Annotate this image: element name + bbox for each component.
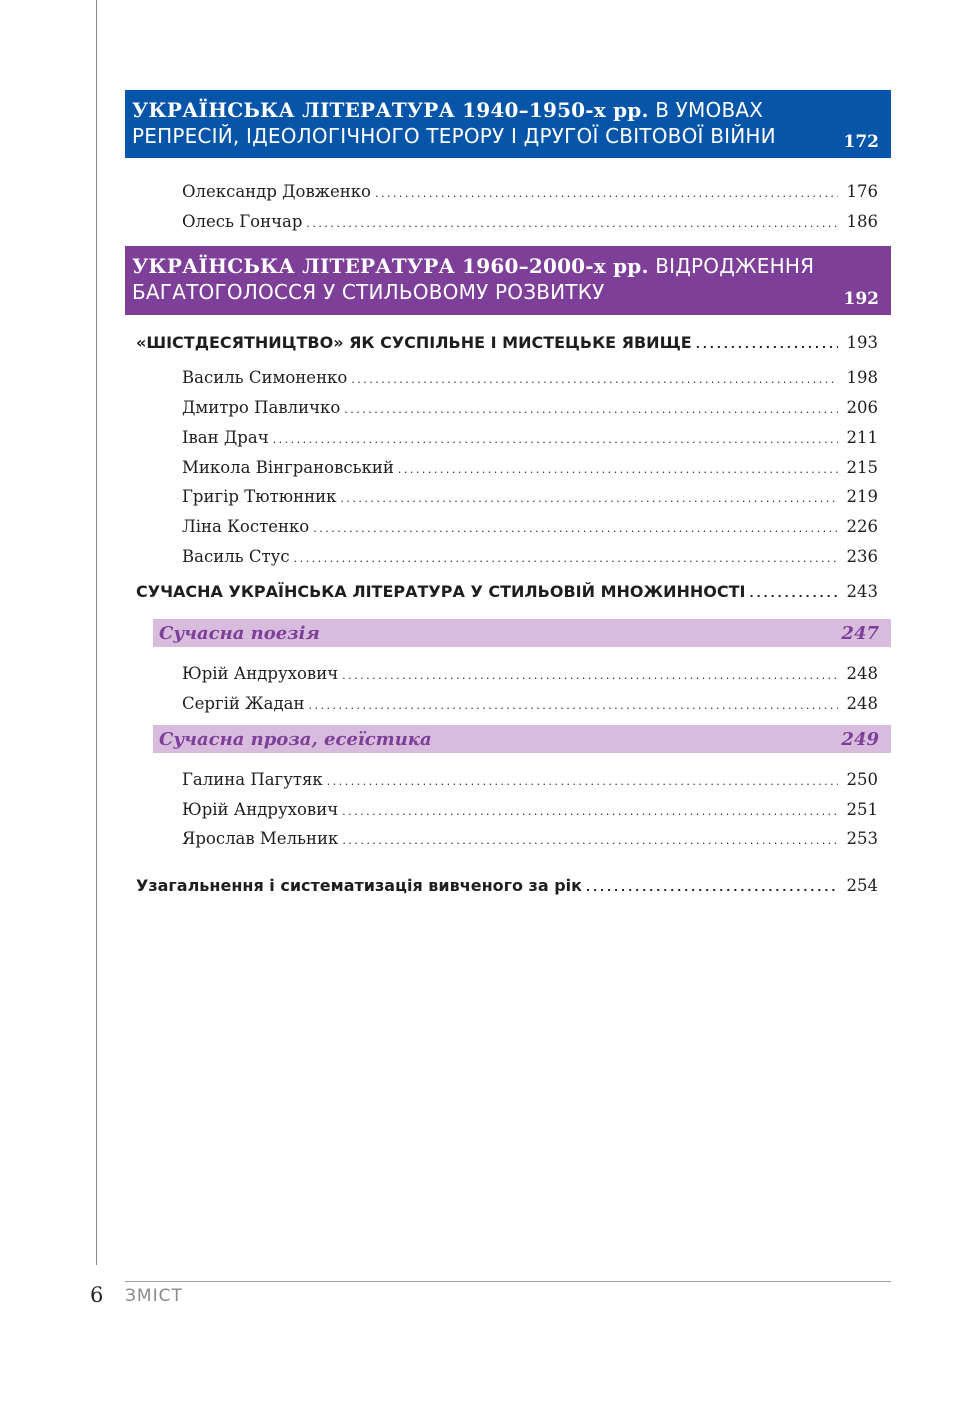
toc-entry[interactable] <box>182 181 878 205</box>
entry-page: 248 <box>846 664 878 683</box>
subsection-prose[interactable] <box>153 725 891 753</box>
toc-entry[interactable] <box>182 693 878 717</box>
leader-dots <box>313 516 838 540</box>
running-head: ЗМІСТ <box>125 1286 183 1306</box>
entry-title: Микола Вінграновський <box>182 458 394 477</box>
entry-page: 226 <box>846 517 878 536</box>
chapter-band-1960-2000[interactable] <box>125 246 891 315</box>
entry-page: 253 <box>846 829 878 848</box>
subsection-title: Сучасна поезія <box>159 622 320 644</box>
subsection-poetry[interactable] <box>153 619 891 647</box>
toc-entry[interactable] <box>182 486 878 510</box>
toc-entry[interactable] <box>182 546 878 570</box>
leader-dots <box>351 367 838 391</box>
leader-dots <box>273 427 838 451</box>
toc-entry[interactable] <box>182 769 878 793</box>
entry-page: 186 <box>846 212 878 231</box>
entry-page: 248 <box>846 694 878 713</box>
toc-entry[interactable] <box>182 828 878 852</box>
entry-page: 251 <box>846 800 878 819</box>
entry-page: 176 <box>846 182 878 201</box>
leader-dots <box>342 828 838 852</box>
leader-dots <box>398 457 838 481</box>
entry-title: Ліна Костенко <box>182 517 310 536</box>
section-title: СУЧАСНА УКРАЇНСЬКА ЛІТЕРАТУРА У СТИЛЬОВІЙ МНОЖИННОСТІ <box>136 582 746 601</box>
leader-dots <box>749 581 838 605</box>
chapter-title-line2: БАГАТОГОЛОССЯ У СТИЛЬОВОМУ РОЗВИТКУ <box>132 280 605 304</box>
toc-entry[interactable] <box>182 457 878 481</box>
chapter-title-rest: ВІДРОДЖЕННЯ <box>655 254 815 278</box>
leader-dots <box>306 211 838 235</box>
section-title: Узагальнення і систематизація вивченого за рік <box>136 876 583 895</box>
toc-section[interactable] <box>136 581 878 605</box>
chapter-page: 192 <box>843 289 879 309</box>
subsection-page: 249 <box>841 728 879 750</box>
leader-dots <box>696 332 838 356</box>
page-number: 6 <box>90 1283 104 1307</box>
entry-title: Юрій Андрухович <box>182 800 339 819</box>
entry-title: Олесь Гончар <box>182 212 303 231</box>
toc-entry[interactable] <box>182 427 878 451</box>
entry-page: 236 <box>846 547 878 566</box>
toc-entry[interactable] <box>182 516 878 540</box>
entry-title: Василь Стус <box>182 547 290 566</box>
leader-dots <box>342 663 838 687</box>
leader-dots <box>294 546 838 570</box>
chapter-title-bold: УКРАЇНСЬКА ЛІТЕРАТУРА 1940–1950-х рр. <box>132 98 649 122</box>
entry-title: Григір Тютюнник <box>182 487 337 506</box>
entry-title: Сергій Жадан <box>182 694 305 713</box>
chapter-title-line1 <box>132 97 881 123</box>
chapter-title-bold: УКРАЇНСЬКА ЛІТЕРАТУРА 1960–2000-х рр. <box>132 254 649 278</box>
entry-page: 215 <box>846 458 878 477</box>
entry-page: 211 <box>846 428 878 447</box>
chapter-title-line1 <box>132 253 881 279</box>
leader-dots <box>327 769 838 793</box>
leader-dots <box>375 181 838 205</box>
footer-rule <box>125 1281 891 1282</box>
entry-title: Юрій Андрухович <box>182 664 339 683</box>
section-page: 193 <box>846 333 878 352</box>
entry-page: 198 <box>846 368 878 387</box>
entry-title: Ярослав Мельник <box>182 829 339 848</box>
leader-dots <box>342 799 838 823</box>
leader-dots <box>344 397 838 421</box>
leader-dots <box>309 693 839 717</box>
subsection-page: 247 <box>841 622 879 644</box>
toc-entry[interactable] <box>182 663 878 687</box>
entry-page: 250 <box>846 770 878 789</box>
toc-entry[interactable] <box>182 367 878 391</box>
section-title: «ШІСТДЕСЯТНИЦТВО» ЯК СУСПІЛЬНЕ І МИСТЕЦЬКЕ ЯВИЩЕ <box>136 333 692 352</box>
margin-rule <box>96 0 97 1265</box>
entry-title: Галина Пагутяк <box>182 770 323 789</box>
entry-title: Василь Симоненко <box>182 368 348 387</box>
entry-title: Дмитро Павличко <box>182 398 341 417</box>
entry-title: Олександр Довженко <box>182 182 371 201</box>
chapter-page: 172 <box>843 132 879 152</box>
section-page: 243 <box>846 582 878 601</box>
entry-title: Іван Драч <box>182 428 269 447</box>
chapter-band-1940-1950[interactable] <box>125 90 891 158</box>
toc-entry[interactable] <box>182 211 878 235</box>
leader-dots <box>586 875 838 899</box>
subsection-title: Сучасна проза, есеїстика <box>159 728 432 750</box>
chapter-title-rest: В УМОВАХ <box>655 98 764 122</box>
toc-final-section[interactable] <box>136 875 878 899</box>
entry-page: 219 <box>846 487 878 506</box>
toc-entry[interactable] <box>182 397 878 421</box>
toc-section[interactable] <box>136 332 878 356</box>
toc-entry[interactable] <box>182 799 878 823</box>
entry-page: 206 <box>846 398 878 417</box>
chapter-title-line2: РЕПРЕСІЙ, ІДЕОЛОГІЧНОГО ТЕРОРУ І ДРУГОЇ СВІТОВОЇ ВІЙНИ <box>132 124 776 148</box>
section-page: 254 <box>846 876 878 895</box>
leader-dots <box>340 486 838 510</box>
